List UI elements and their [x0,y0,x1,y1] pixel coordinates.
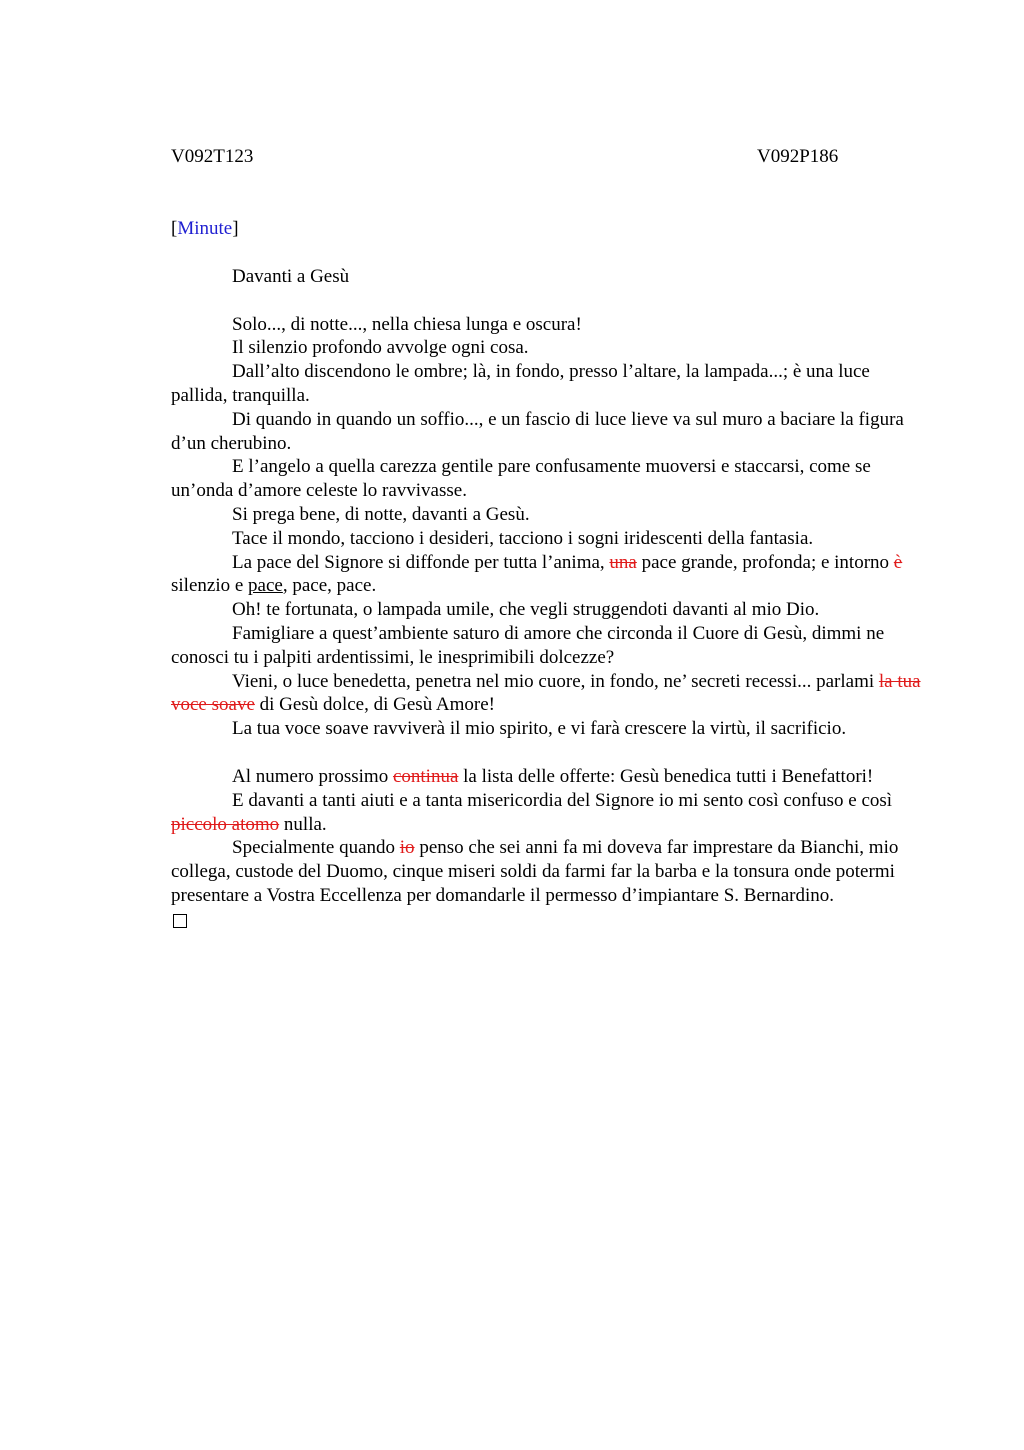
paragraph: Solo..., di notte..., nella chiesa lunga e oscura! [232,313,582,335]
deleted-text: io [399,837,415,859]
paragraph: Oh! te fortunata, o lampada umile, che vegli struggendoti davanti al mio Dio. [232,599,820,621]
paragraph: Al numero prossimo continua la lista delle offerte: Gesù benedica tutti i Benefattori! [232,765,874,787]
document-page [171,145,931,935]
paragraph: Famigliare a quest’ambiente saturo di amore che circonda il Cuore di Gesù, dimmi ne conosci tu i palpiti ardentissimi, le inesprimibili dolcezze? [171,622,885,668]
document-code: V092T123 [171,146,254,167]
deleted-text: è [893,551,903,573]
square-outline-icon [173,914,187,928]
section-tag: [Minute] [171,218,239,239]
paragraph: E davanti a tanti aiuti e a tanta misericordia del Signore io mi sento così confuso e così piccolo atomo nulla. [171,789,893,835]
paragraph: Il silenzio profondo avvolge ogni cosa. [232,337,529,359]
deleted-text: la tua voce soave [171,670,921,716]
paragraph: Tace il mondo, tacciono i desideri, tacciono i sogni iridescenti della fantasia. [232,527,814,549]
paragraph: Si prega bene, di notte, davanti a Gesù. [232,503,530,525]
document-title: Davanti a Gesù [232,265,350,287]
paragraph-gap [171,741,931,765]
document-body [171,313,931,935]
underlined-text: pace [248,575,283,597]
deleted-text: una [609,551,637,573]
paragraph: E l’angelo a quella carezza gentile pare confusamente muoversi e staccarsi, come se un’onda d’amore celeste lo ravvivasse. [171,456,871,502]
end-marker [171,908,931,935]
paragraph: La pace del Signore si diffonde per tutta l’anima, una pace grande, profonda; e intorno è silenzio e pace, pace, pace. [171,551,903,597]
deleted-text: continua [392,765,459,787]
section-tag-label: Minute [177,218,233,239]
paragraph: Di quando in quando un soffio..., e un fascio di luce lieve va sul muro a baciare la figura d’un cherubino. [171,408,904,454]
paragraph: La tua voce soave ravviverà il mio spirito, e vi farà crescere la virtù, il sacrificio. [232,718,847,740]
page-code: V092P186 [757,146,839,167]
page-header [171,145,931,169]
paragraph: Vieni, o luce benedetta, penetra nel mio cuore, in fondo, ne’ secreti recessi... parlami la tua voce soave di Gesù dolce, di Gesù Amore! [171,670,921,716]
paragraph: Dall’alto discendono le ombre; là, in fondo, presso l’altare, la lampada...; è una luce pallida, tranquilla. [171,361,870,406]
paragraph: Specialmente quando io penso che sei anni fa mi doveva far imprestare da Bianchi, mio collega, custode del Duomo, cinque miseri soldi da farmi far la barba e la tonsura onde potermi presentare a Vostra Eccellenza per domandarle il permesso d’impiantare S. Bernardino. [171,837,899,906]
deleted-text: piccolo atomo [171,813,280,835]
